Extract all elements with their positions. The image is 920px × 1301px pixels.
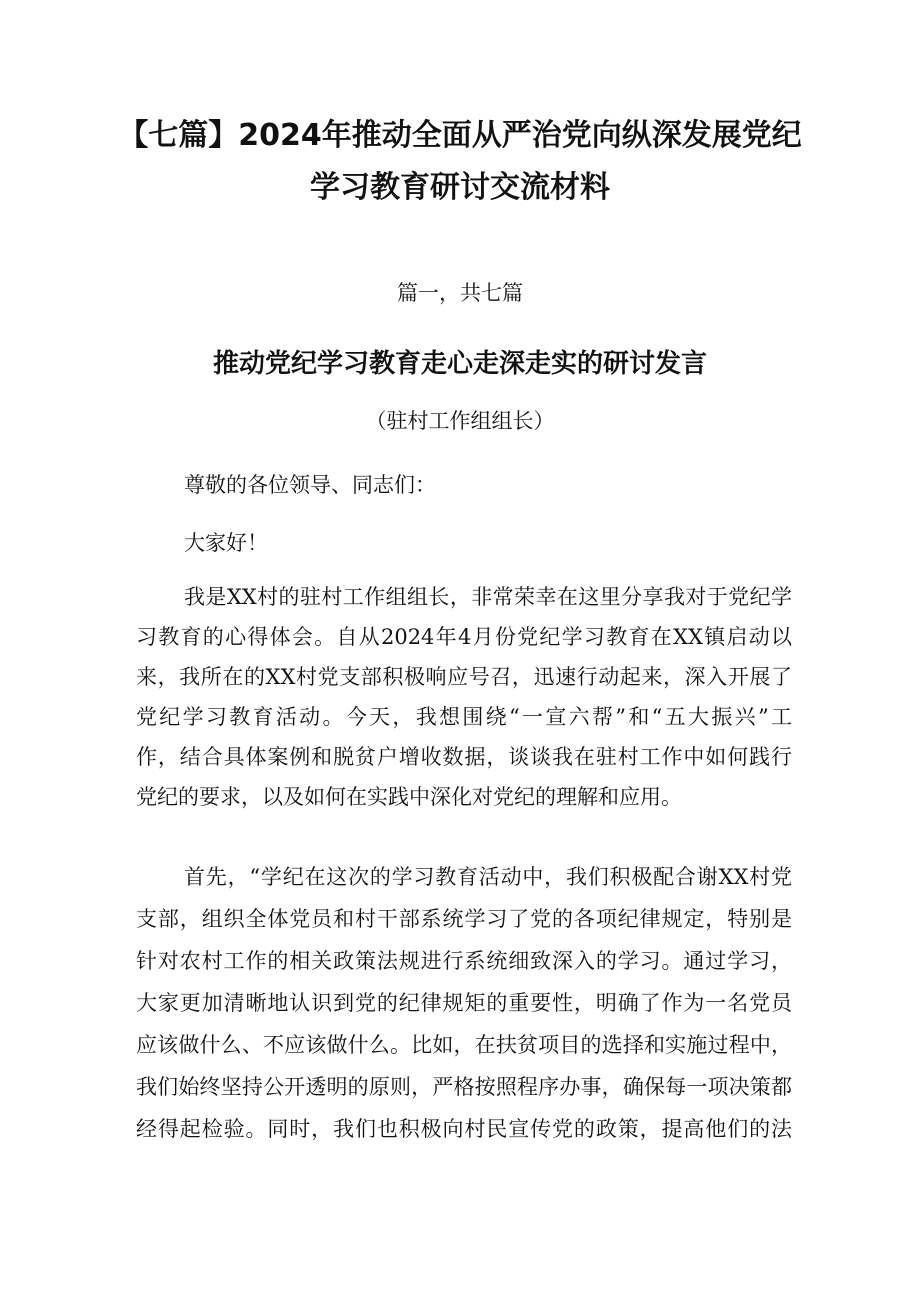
speech-title: 推动党纪学习教育走心走深走实的研讨发言 — [212, 349, 707, 379]
title-line-2: 学习教育研讨交流材料 — [310, 170, 610, 205]
salutation: 尊敬的各位领导、同志们： — [184, 473, 436, 497]
paragraph-line: 党纪的要求，以及如何在实践中深化对党纪的理解和应用。 — [136, 785, 682, 809]
document-title — [100, 110, 820, 214]
paragraph-line: 我们始终坚持公开透明的原则，严格按照程序办事，确保每一项决策都 — [136, 1075, 792, 1099]
paragraph-line: 应该做什么、不应该做什么。比如，在扶贫项目的选择和实施过程中， — [136, 1033, 792, 1057]
title-line-1: 【七篇】2024年推动全面从严治党向纵深发展党纪 — [118, 118, 802, 153]
speaker-role: （驻村工作组组长） — [365, 409, 555, 433]
paragraph-line: 针对农村工作的相关政策法规进行系统细致深入的学习。通过学习， — [136, 949, 792, 973]
paragraph-line: 来，我所在的XX村党支部积极响应号召，迅速行动起来，深入开展了 — [136, 665, 792, 689]
paragraph-line: 支部，组织全体党员和村干部系统学习了党的各项纪律规定，特别是 — [136, 907, 792, 931]
paragraph-line: 大家更加清晰地认识到党的纪律规矩的重要性，明确了作为一名党员 — [136, 991, 792, 1015]
paragraph-line: 首先，“学纪在这次的学习教育活动中，我们积极配合谢XX村党 — [184, 865, 792, 889]
paragraph-line: 作，结合具体案例和脱贫户增收数据，谈谈我在驻村工作中如何践行 — [136, 745, 792, 769]
section-label: 篇一，共七篇 — [397, 281, 523, 305]
paragraph-line: 经得起检验。同时，我们也积极向村民宣传党的政策，提高他们的法 — [136, 1117, 792, 1141]
paragraph-line: 党纪学习教育活动。今天，我想围绕“一宣六帮”和“五大振兴”工 — [136, 705, 792, 729]
paragraph-line: 我是XX村的驻村工作组组长，非常荣幸在这里分享我对于党纪学 — [184, 585, 792, 609]
greeting: 大家好！ — [184, 531, 268, 555]
paragraph-line: 习教育的心得体会。自从2024年4月份党纪学习教育在XX镇启动以 — [136, 625, 792, 649]
